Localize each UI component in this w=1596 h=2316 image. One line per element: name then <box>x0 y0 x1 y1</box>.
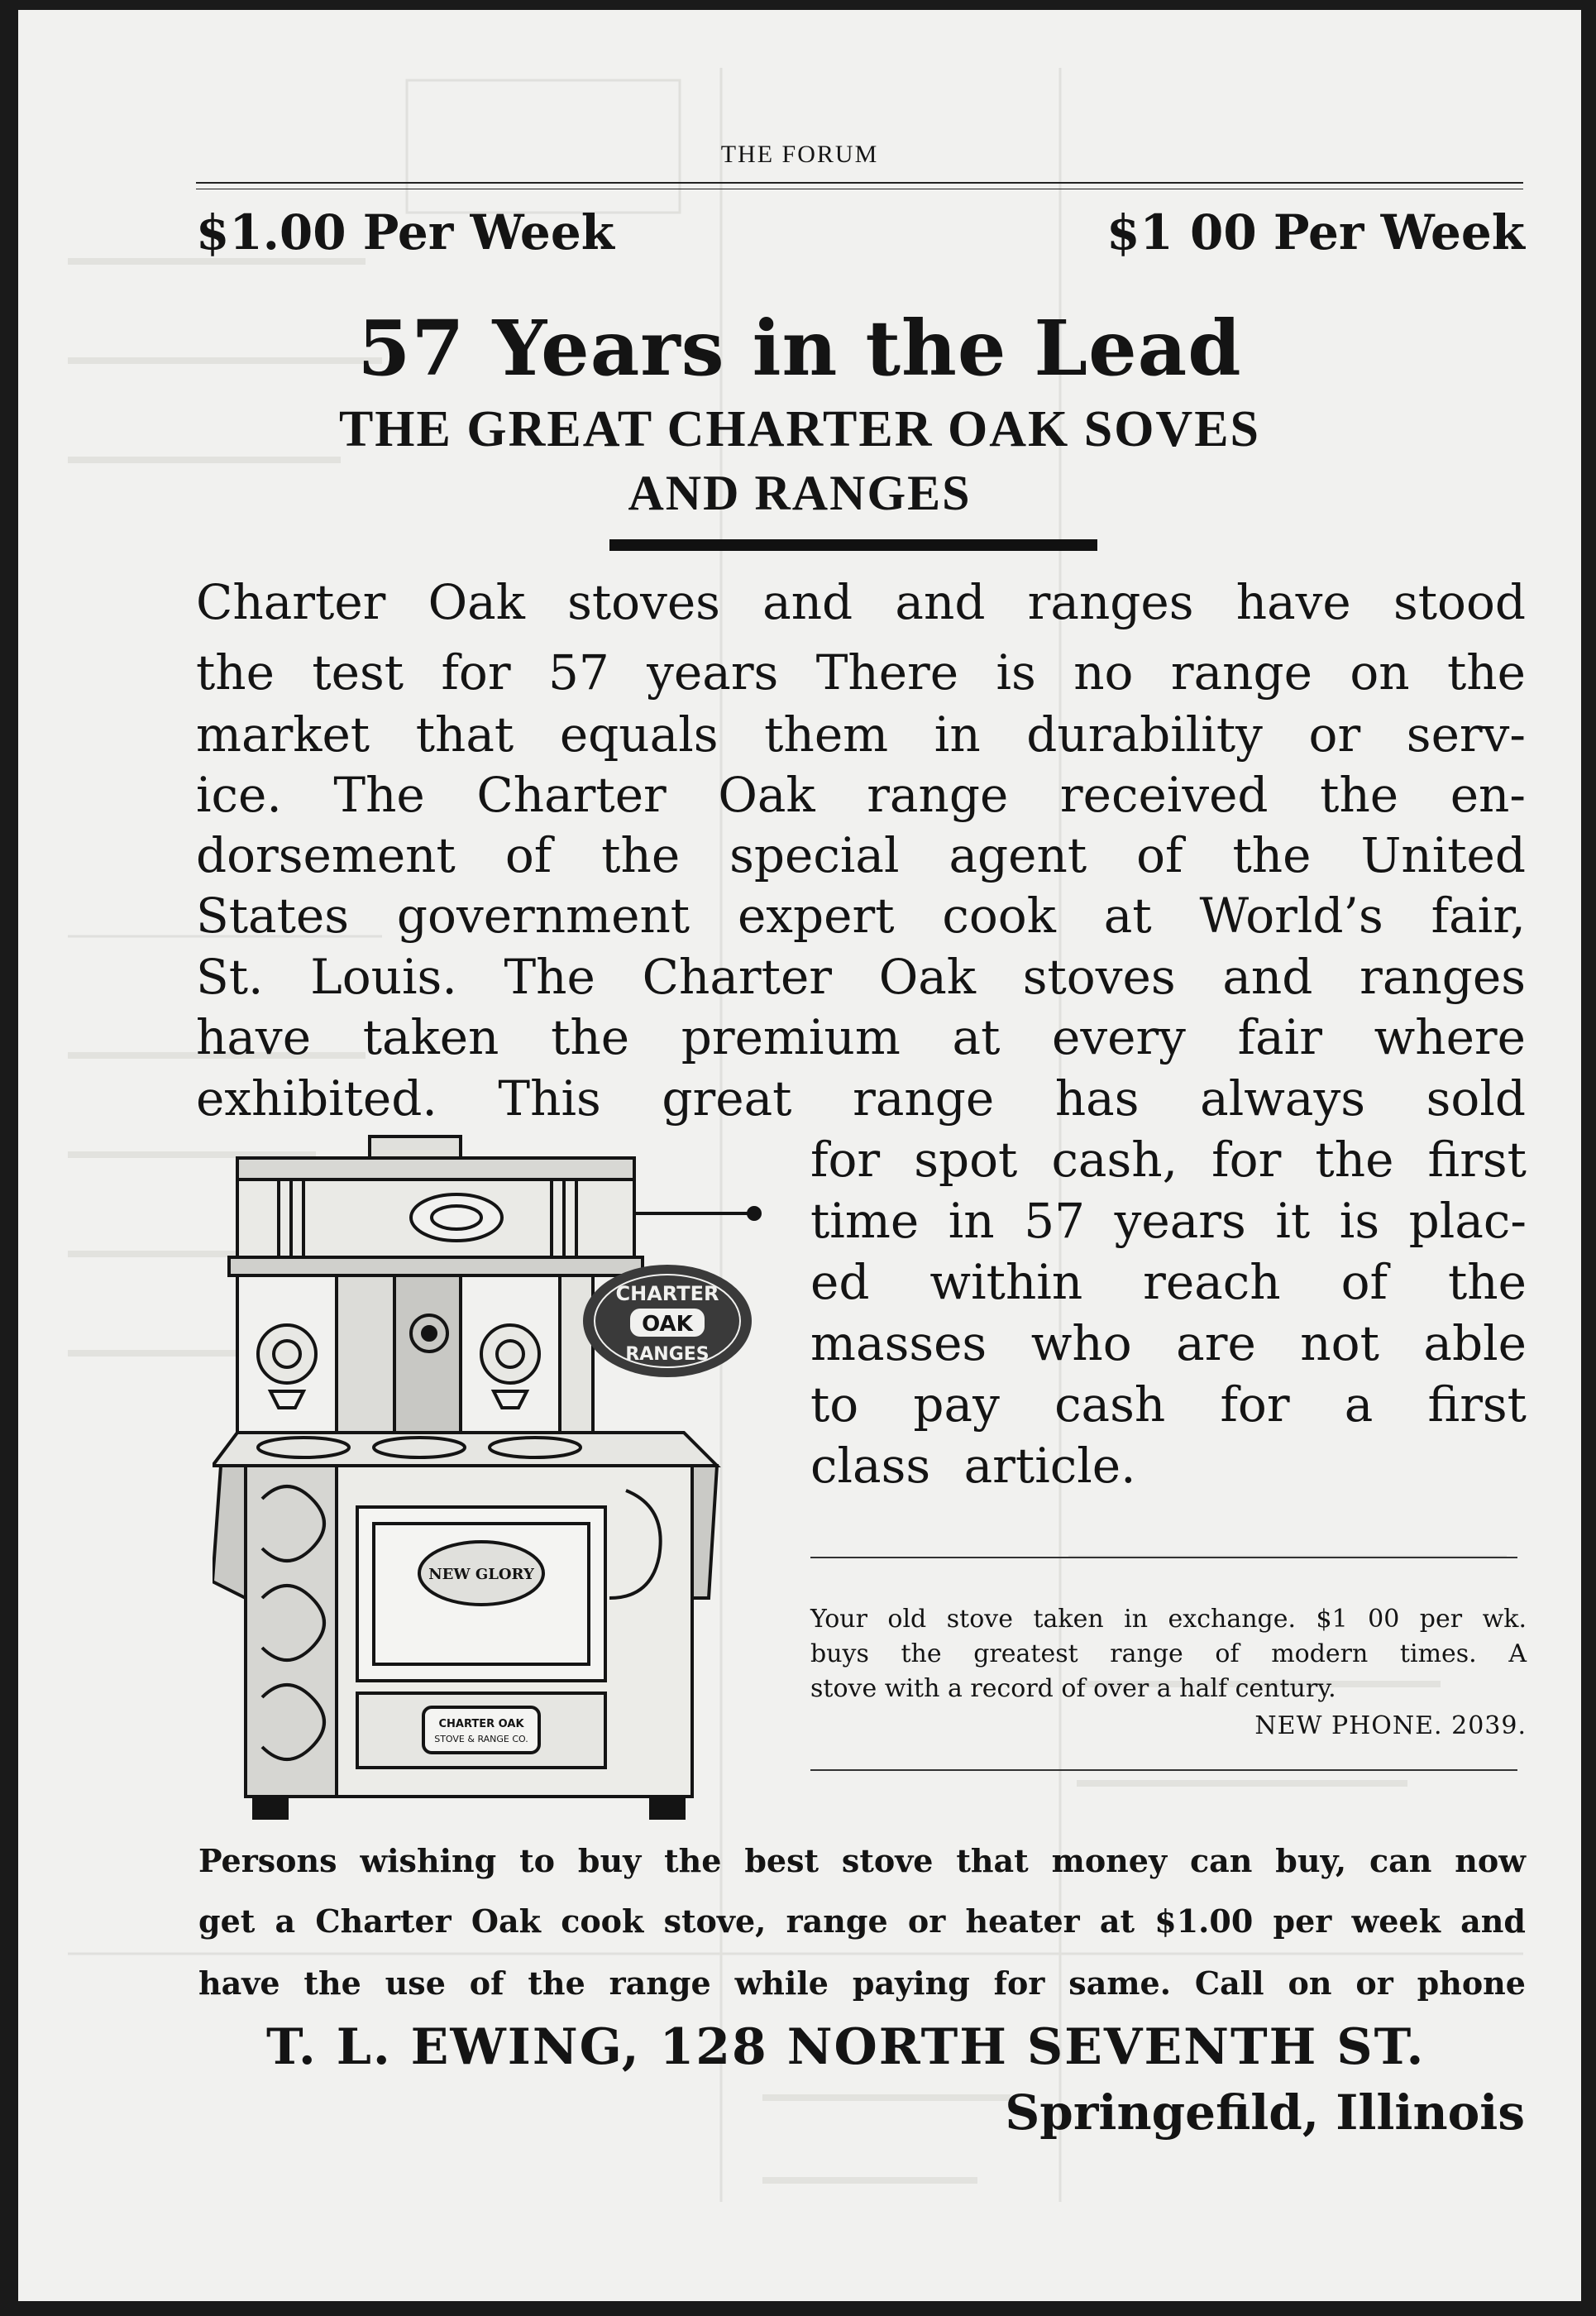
side-line-6: class article. <box>810 1438 1136 1494</box>
side-line-2: time in 57 years it is plac- <box>810 1193 1527 1249</box>
newspaper-page <box>18 10 1581 2301</box>
body-line-4: ice. The Charter Oak range received the en- <box>196 767 1526 823</box>
price-left: $1.00 Per Week <box>196 204 614 261</box>
body-line-1: Charter Oak stoves and and ranges have stood <box>196 574 1526 630</box>
closing-line-2: get a Charter Oak cook stove, range or heater at $1.00 per week and <box>198 1902 1526 1940</box>
body-line-6: States government expert cook at World’s fair, <box>196 888 1526 944</box>
body-line-8: have taken the premium at every fair where <box>196 1009 1526 1065</box>
note-rule-bottom <box>810 1769 1517 1771</box>
note-line-2: buys the greatest range of modern times. A <box>810 1639 1527 1668</box>
headline-divider-bar <box>609 539 1097 551</box>
body-line-9: exhibited. This great range has always sold <box>196 1070 1526 1127</box>
header-rule <box>196 182 1523 189</box>
badge-text-bottom: RANGES <box>625 1344 710 1365</box>
running-title: THE FORUM <box>720 141 879 168</box>
body-line-7: St. Louis. The Charter Oak stoves and ranges <box>196 949 1526 1005</box>
subheadline-line-1: THE GREAT CHARTER OAK SOVES <box>338 401 1261 457</box>
oven-plate-text: NEW GLORY <box>428 1566 534 1583</box>
phone-number: NEW PHONE. 2039. <box>1254 1711 1527 1740</box>
headline-title: 57 Years in the Lead <box>357 304 1242 393</box>
merchant-address: T. L. EWING, 128 NORTH SEVENTH ST. <box>266 2018 1426 2076</box>
badge-text-middle: OAK <box>642 1312 693 1337</box>
stove-illustration <box>213 1135 808 1821</box>
maker-plate-text-1: CHARTER OAK <box>438 1718 524 1730</box>
note-line-3: stove with a record of over a half century. <box>810 1674 1336 1703</box>
side-line-3: ed within reach of the <box>810 1254 1527 1310</box>
subheadline-line-2: AND RANGES <box>628 466 972 520</box>
closing-line-1: Persons wishing to buy the best stove that money can buy, can now <box>198 1842 1526 1879</box>
price-right: $1 00 Per Week <box>1106 204 1525 261</box>
side-line-1: for spot cash, for the first <box>810 1132 1527 1188</box>
body-line-3: market that equals them in durability or serv- <box>196 706 1526 763</box>
side-line-4: masses who are not able <box>810 1315 1527 1371</box>
badge-text-top: CHARTER <box>615 1282 719 1305</box>
note-line-1: Your old stove taken in exchange. $1 00 per wk. <box>810 1605 1527 1634</box>
body-line-5: dorsement of the special agent of the United <box>196 827 1526 883</box>
merchant-city: Springefild, Illinois <box>1005 2084 1525 2141</box>
maker-plate-text-2: STOVE & RANGE CO. <box>434 1734 528 1744</box>
note-rule-top <box>810 1557 1517 1558</box>
side-line-5: to pay cash for a first <box>810 1376 1527 1433</box>
closing-line-3: have the use of the range while paying for same. Call on or phone <box>198 1964 1526 2002</box>
body-line-2: the test for 57 years There is no range on the <box>196 644 1526 701</box>
